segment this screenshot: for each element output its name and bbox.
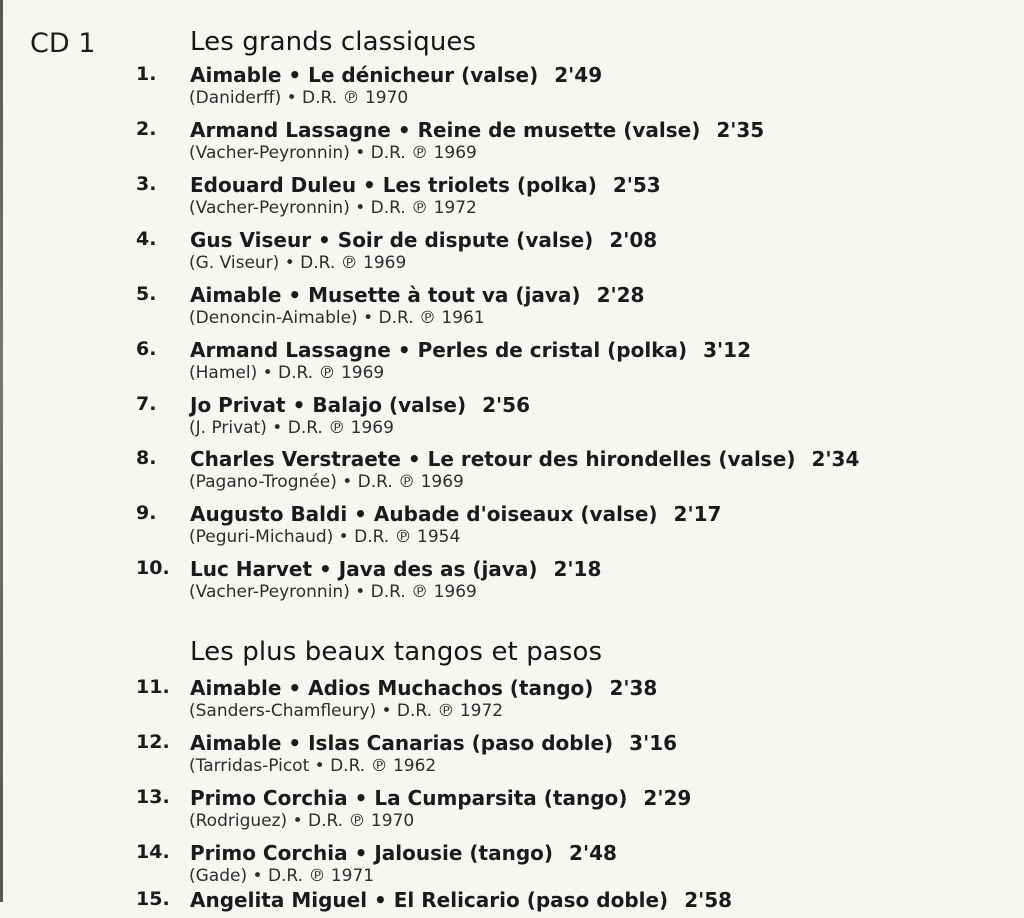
track-duration: 2'56 [482, 393, 530, 417]
track-title: Primo Corchia • La Cumparsita (tango) [190, 786, 628, 810]
track-credit: (G. Viseur) • D.R. ℗ 1969 [189, 253, 407, 273]
track-credit: (Peguri-Michaud) • D.R. ℗ 1954 [189, 527, 461, 547]
track-credit: (Vacher-Peyronnin) • D.R. ℗ 1969 [189, 582, 477, 602]
track-number: 4. [136, 228, 157, 250]
cd-label: CD 1 [30, 28, 96, 59]
track-duration: 2'58 [684, 888, 733, 912]
track-credit: (Vacher-Peyronnin) • D.R. ℗ 1972 [189, 198, 477, 218]
track-number: 10. [136, 557, 170, 579]
track-title: Primo Corchia • Jalousie (tango) [190, 841, 554, 865]
track-duration: 2'35 [716, 118, 765, 142]
track-credit: (J. Privat) • D.R. ℗ 1969 [189, 418, 394, 438]
track-number: 1. [136, 63, 157, 85]
track-duration: 2'17 [673, 502, 722, 526]
track-title: Luc Harvet • Java des as (java) [190, 557, 538, 581]
track-title: Jo Privat • Balajo (valse) [190, 393, 467, 417]
track-item [0, 841, 1024, 893]
track-title: Aimable • Musette à tout va (java) [190, 283, 581, 307]
track-duration: 2'53 [612, 173, 661, 197]
track-title-line [190, 283, 644, 307]
track-title-line [190, 502, 721, 526]
track-number: 3. [136, 173, 157, 195]
track-item [0, 786, 1024, 838]
track-title-line [190, 338, 751, 362]
track-credit: (Vacher-Peyronnin) • D.R. ℗ 1969 [189, 143, 477, 163]
track-title-line [190, 731, 677, 755]
track-credit: (Pagano-Trognée) • D.R. ℗ 1969 [189, 472, 464, 492]
track-title-line [190, 786, 691, 810]
track-item [0, 338, 1024, 390]
track-duration: 3'16 [629, 731, 678, 755]
track-title-line [190, 888, 732, 912]
track-number: 14. [136, 841, 170, 863]
track-credit: (Daniderff) • D.R. ℗ 1970 [189, 88, 409, 108]
track-number: 15. [136, 888, 170, 910]
track-title-line [190, 228, 657, 252]
track-number: 2. [136, 118, 157, 140]
track-item [0, 283, 1024, 335]
track-number: 5. [136, 283, 157, 305]
track-number: 8. [136, 447, 157, 469]
track-item [0, 63, 1024, 115]
track-title-line [190, 557, 601, 581]
track-title-line [190, 676, 657, 700]
track-duration: 3'12 [703, 338, 752, 362]
track-title: Angelita Miguel • El Relicario (paso doble) [190, 888, 669, 912]
track-item [0, 173, 1024, 225]
track-title: Edouard Duleu • Les triolets (polka) [190, 173, 597, 197]
track-title-line [190, 63, 602, 87]
track-item-partial [0, 888, 1024, 918]
track-number: 12. [136, 731, 170, 753]
track-item [0, 502, 1024, 554]
track-credit: (Rodriguez) • D.R. ℗ 1970 [189, 811, 415, 831]
track-title-line [190, 447, 859, 471]
track-item [0, 731, 1024, 783]
track-credit: (Sanders-Chamfleury) • D.R. ℗ 1972 [189, 701, 504, 721]
section-title-tangos: Les plus beaux tangos et pasos [190, 637, 603, 667]
track-title-line [190, 118, 764, 142]
track-title: Armand Lassagne • Reine de musette (valse) [190, 118, 701, 142]
section-title-classiques: Les grands classiques [190, 27, 477, 57]
track-number: 13. [136, 786, 170, 808]
track-item [0, 447, 1024, 499]
track-duration: 2'49 [554, 63, 603, 87]
track-item [0, 393, 1024, 445]
track-number: 11. [136, 676, 170, 698]
track-duration: 2'08 [609, 228, 658, 252]
track-title: Aimable • Le dénicheur (valse) [190, 63, 539, 87]
track-duration: 2'38 [609, 676, 658, 700]
track-credit: (Gade) • D.R. ℗ 1971 [189, 866, 375, 886]
track-duration: 2'34 [811, 447, 860, 471]
track-credit: (Denoncin-Aimable) • D.R. ℗ 1961 [189, 308, 485, 328]
track-item [0, 118, 1024, 170]
track-title: Augusto Baldi • Aubade d'oiseaux (valse) [190, 502, 658, 526]
track-number: 9. [136, 502, 157, 524]
track-credit: (Hamel) • D.R. ℗ 1969 [189, 363, 385, 383]
track-title: Armand Lassagne • Perles de cristal (polka) [190, 338, 688, 362]
track-number: 6. [136, 338, 157, 360]
track-item [0, 557, 1024, 609]
track-duration: 2'18 [553, 557, 602, 581]
track-item [0, 228, 1024, 280]
track-title: Charles Verstraete • Le retour des hirondelles (valse) [190, 447, 796, 471]
track-title: Aimable • Islas Canarias (paso doble) [190, 731, 614, 755]
track-duration: 2'29 [643, 786, 692, 810]
track-duration: 2'28 [596, 283, 645, 307]
track-item [0, 676, 1024, 728]
track-number: 7. [136, 393, 157, 415]
track-credit: (Tarridas-Picot • D.R. ℗ 1962 [189, 756, 437, 776]
track-title-line [190, 173, 661, 197]
track-duration: 2'48 [569, 841, 617, 865]
track-title: Gus Viseur • Soir de dispute (valse) [190, 228, 594, 252]
track-title: Aimable • Adios Muchachos (tango) [190, 676, 594, 700]
track-title-line [190, 393, 530, 417]
track-title-line [190, 841, 617, 865]
